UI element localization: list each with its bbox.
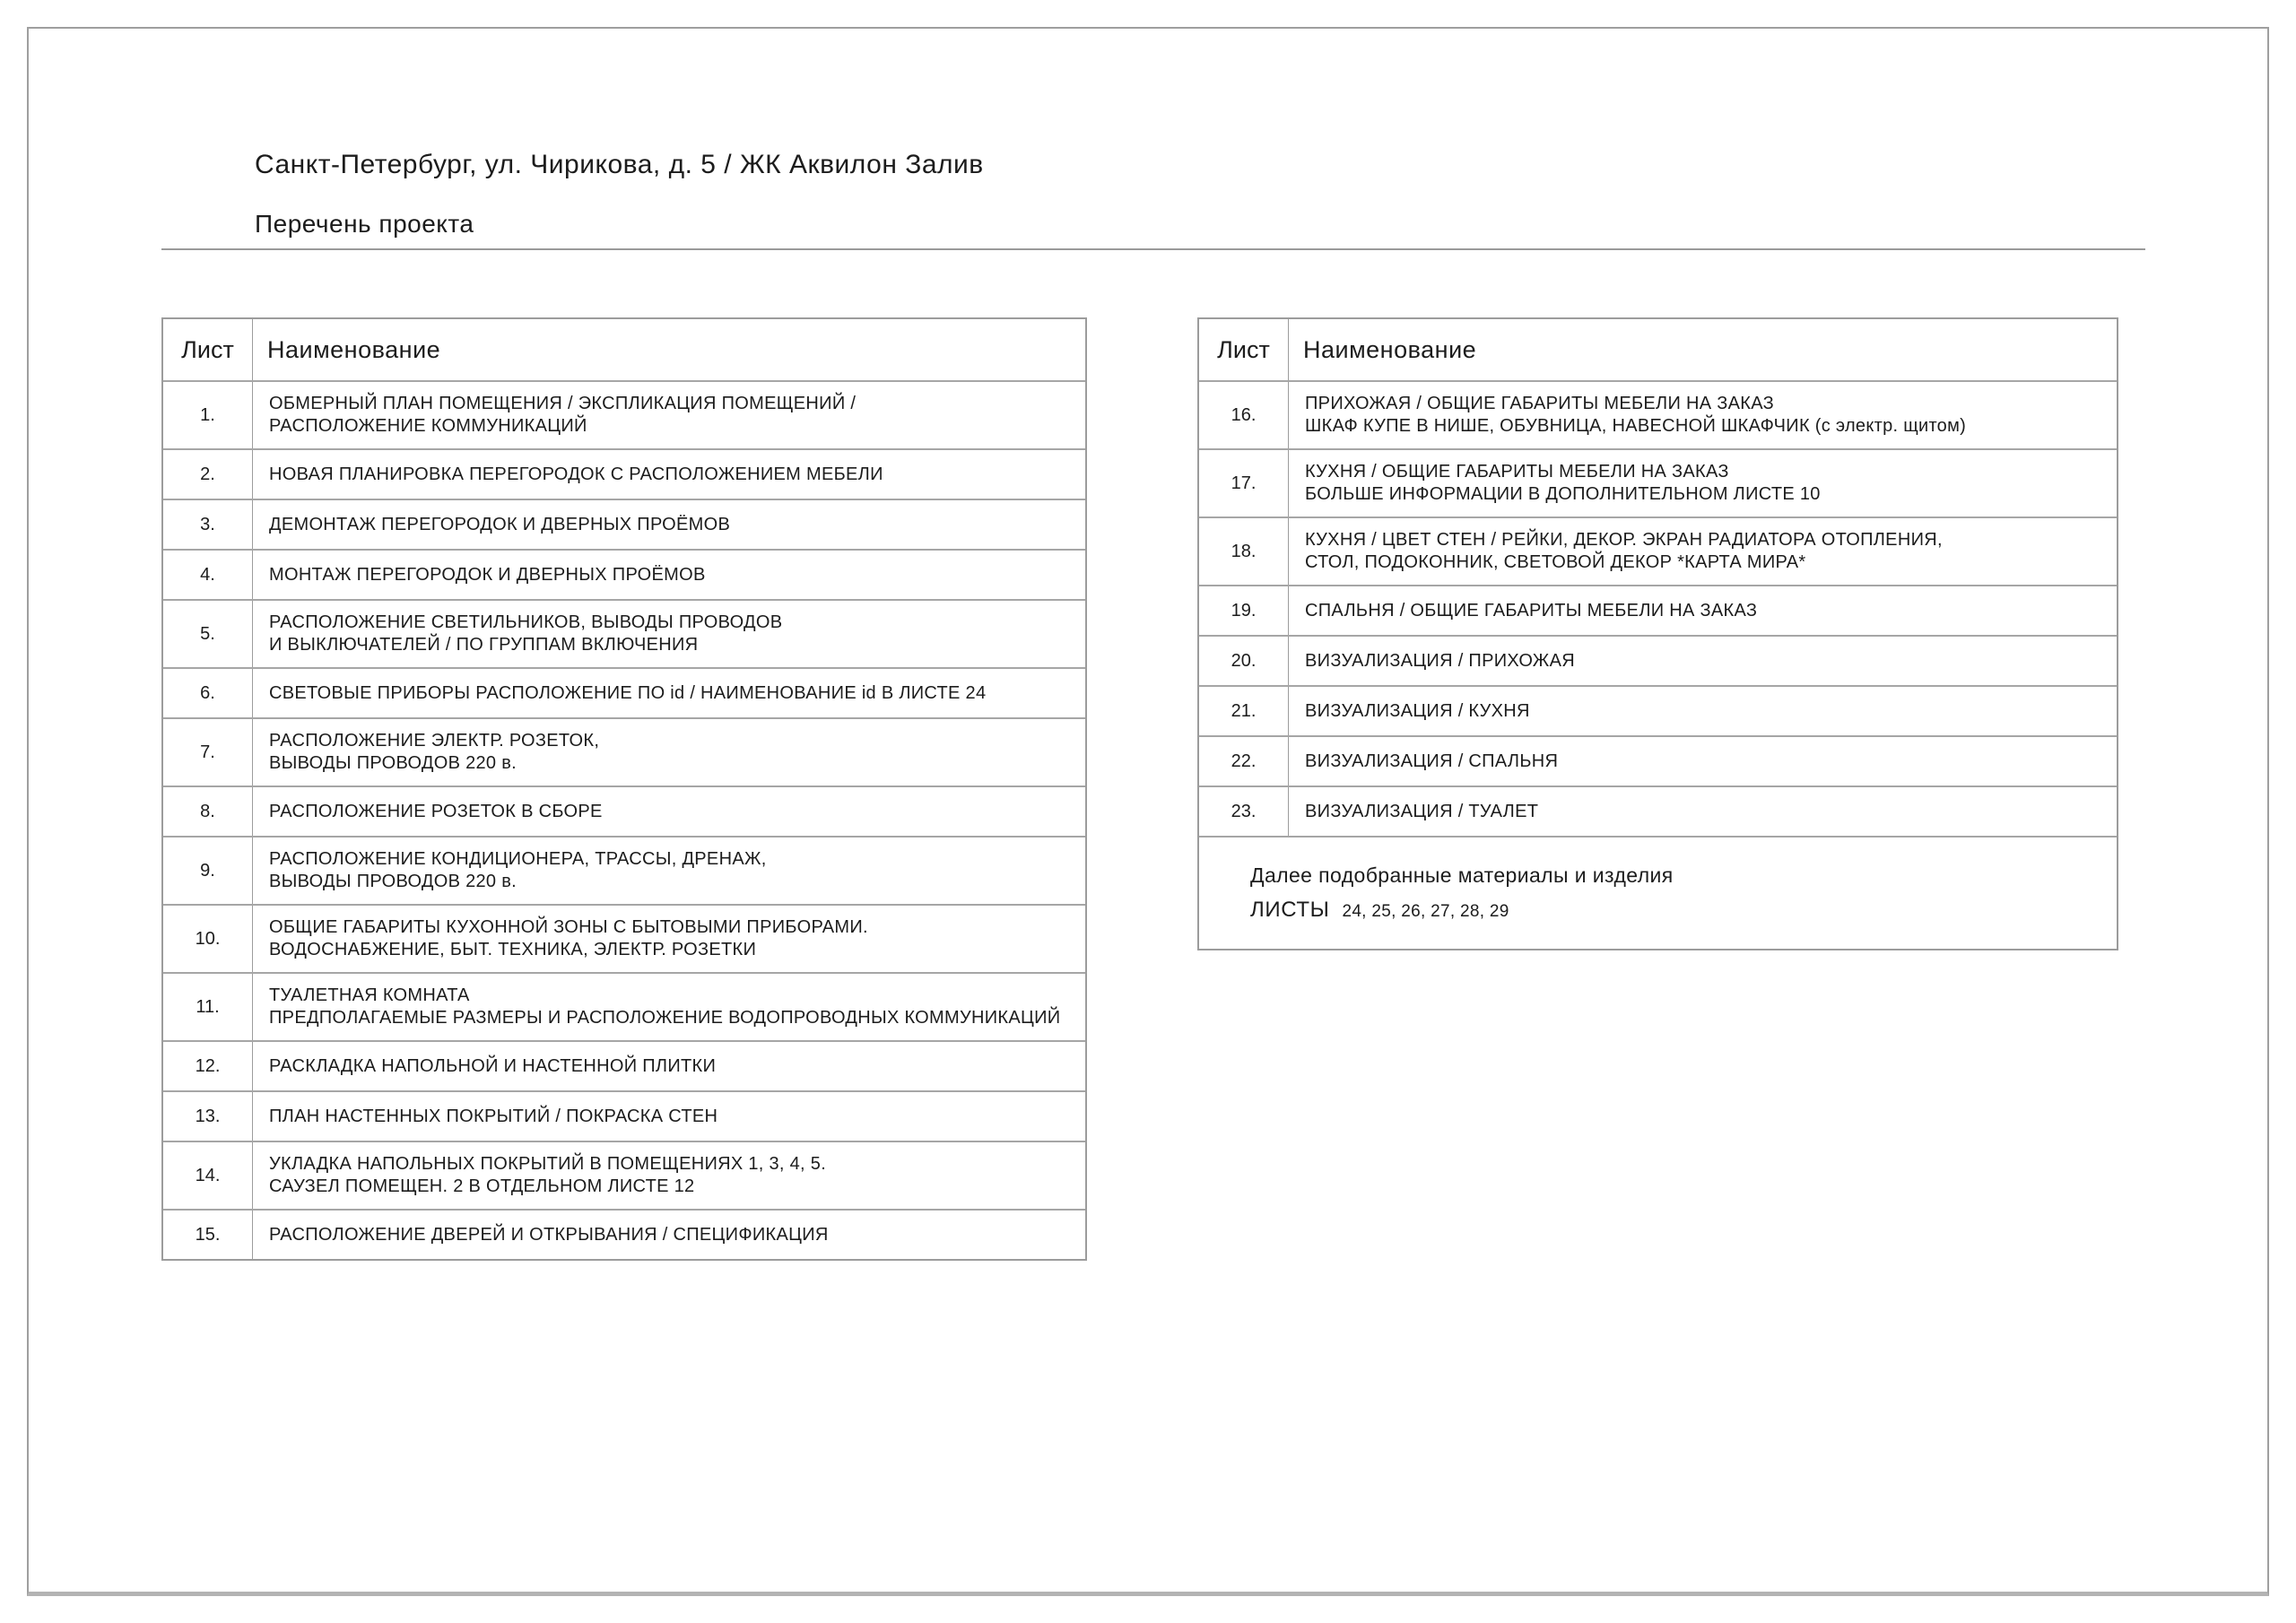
table-rows	[163, 380, 1085, 1259]
table-row	[163, 785, 1085, 836]
sheets-numbers: 24, 25, 26, 27, 28, 29	[1342, 902, 1509, 921]
sheet-name-line: РАСКЛАДКА НАПОЛЬНОЙ И НАСТЕННОЙ ПЛИТКИ	[269, 1055, 717, 1076]
table-rows	[1199, 380, 2117, 836]
sheet-name	[1289, 650, 2117, 673]
materials-note-sheets	[1250, 898, 2117, 923]
sheet-name-line: НОВАЯ ПЛАНИРОВКА ПЕРЕГОРОДОК С РАСПОЛОЖЕНИЕМ МЕБЕЛИ	[269, 464, 883, 484]
document-title: Санкт-Петербург, ул. Чирикова, д. 5 / ЖК Аквилон Залив	[255, 150, 984, 179]
table-row	[163, 904, 1085, 972]
table-row	[163, 972, 1085, 1040]
sheet-number: 7.	[163, 719, 253, 785]
sheet-name-line: КУХНЯ / ЦВЕТ СТЕН / РЕЙКИ, ДЕКОР. ЭКРАН РАДИАТОРА ОТОПЛЕНИЯ,	[1305, 530, 1943, 550]
sheet-name-line: ВОДОСНАБЖЕНИЕ, БЫТ. ТЕХНИКА, ЭЛЕКТР. РОЗЕТКИ	[269, 940, 757, 959]
sheet-name	[253, 393, 1085, 438]
column-header-name: Наименование	[267, 335, 441, 363]
sheet-name-line: ВЫВОДЫ ПРОВОДОВ 220 в.	[269, 872, 517, 891]
sheet-number: 2.	[163, 450, 253, 499]
sheet-name	[253, 916, 1085, 961]
sheet-name-line: СТОЛ, ПОДОКОННИК, СВЕТОВОЙ ДЕКОР *КАРТА МИРА*	[1305, 552, 1806, 572]
sheet-name-line: ВИЗУАЛИЗАЦИЯ / ТУАЛЕТ	[1305, 801, 1539, 821]
sheet-name	[1289, 801, 2117, 823]
sheet-name-line: ОБЩИЕ ГАБАРИТЫ КУХОННОЙ ЗОНЫ С БЫТОВЫМИ ПРИБОРАМИ.	[269, 917, 868, 937]
table-header	[163, 319, 1085, 380]
sheet-name	[253, 1153, 1085, 1198]
sheet-table-left	[161, 317, 1087, 1261]
table-row	[1199, 635, 2117, 685]
column-header-sheet: Лист	[1199, 319, 1289, 380]
sheet-number: 14.	[163, 1142, 253, 1209]
sheet-number: 23.	[1199, 787, 1289, 836]
sheet-number: 5.	[163, 601, 253, 667]
sheet-name	[253, 1106, 1085, 1128]
table-row	[1199, 685, 2117, 735]
sheet-name	[1289, 751, 2117, 773]
sheet-number: 12.	[163, 1042, 253, 1090]
sheet-name	[253, 682, 1085, 705]
sheet-name	[1289, 461, 2117, 506]
sheet-number: 3.	[163, 500, 253, 549]
sheet-name-line: ПЛАН НАСТЕННЫХ ПОКРЫТИЙ / ПОКРАСКА СТЕН	[269, 1106, 718, 1126]
sheet-name	[1289, 600, 2117, 622]
sheet-name	[1289, 700, 2117, 723]
sheet-name	[253, 1055, 1085, 1078]
sheet-number: 15.	[163, 1211, 253, 1259]
sheet-name-line: ШКАФ КУПЕ В НИШЕ, ОБУВНИЦА, НАВЕСНОЙ ШКАФЧИК (с электр. щитом)	[1305, 416, 1967, 436]
sheet-number: 10.	[163, 906, 253, 972]
materials-note	[1199, 836, 2117, 949]
sheet-name-line: И ВЫКЛЮЧАТЕЛЕЙ / ПО ГРУППАМ ВКЛЮЧЕНИЯ	[269, 635, 699, 655]
document-subtitle: Перечень проекта	[255, 210, 474, 238]
sheet-name-line: СПАЛЬНЯ / ОБЩИЕ ГАБАРИТЫ МЕБЕЛИ НА ЗАКАЗ	[1305, 600, 1758, 621]
sheet-name	[253, 801, 1085, 823]
table-row	[1199, 448, 2117, 516]
sheets-label: ЛИСТЫ	[1250, 898, 1330, 922]
sheet-number: 8.	[163, 787, 253, 836]
table-row	[163, 448, 1085, 499]
table-row	[163, 549, 1085, 599]
sheet-name-line: БОЛЬШЕ ИНФОРМАЦИИ В ДОПОЛНИТЕЛЬНОМ ЛИСТЕ 10	[1305, 484, 1821, 504]
column-header-name: Наименование	[1303, 335, 1477, 363]
sheet-number: 1.	[163, 382, 253, 448]
table-row	[163, 717, 1085, 785]
sheet-name	[253, 848, 1085, 893]
materials-note-text: Далее подобранные материалы и изделия	[1250, 864, 1674, 887]
table-row	[163, 667, 1085, 717]
sheet-number: 19.	[1199, 586, 1289, 635]
sheet-number: 13.	[163, 1092, 253, 1141]
sheet-name-line: ВИЗУАЛИЗАЦИЯ / СПАЛЬНЯ	[1305, 751, 1559, 771]
sheet-name-line: ТУАЛЕТНАЯ КОМНАТА	[269, 985, 470, 1005]
sheet-name-line: ВИЗУАЛИЗАЦИЯ / КУХНЯ	[1305, 700, 1530, 721]
sheet-name-line: ОБМЕРНЫЙ ПЛАН ПОМЕЩЕНИЯ / ЭКСПЛИКАЦИЯ ПОМЕЩЕНИЙ /	[269, 394, 857, 413]
table-row	[1199, 380, 2117, 448]
table-row	[163, 499, 1085, 549]
table-row	[163, 1141, 1085, 1209]
sheet-name-line: РАСПОЛОЖЕНИЕ ДВЕРЕЙ И ОТКРЫВАНИЯ / СПЕЦИФИКАЦИЯ	[269, 1224, 829, 1245]
table-row	[163, 1090, 1085, 1141]
sheet-number: 4.	[163, 551, 253, 599]
table-row	[163, 1040, 1085, 1090]
column-header-sheet: Лист	[163, 319, 253, 380]
drawing-sheet-page	[27, 27, 2269, 1596]
sheet-name	[253, 1224, 1085, 1246]
table-row	[163, 836, 1085, 904]
sheet-name-line: ДЕМОНТАЖ ПЕРЕГОРОДОК И ДВЕРНЫХ ПРОЁМОВ	[269, 514, 731, 534]
sheet-name-line: УКЛАДКА НАПОЛЬНЫХ ПОКРЫТИЙ В ПОМЕЩЕНИЯХ 1, 3, 4, 5.	[269, 1154, 827, 1174]
table-row	[163, 380, 1085, 448]
sheet-number: 17.	[1199, 450, 1289, 516]
sheet-name-line: КУХНЯ / ОБЩИЕ ГАБАРИТЫ МЕБЕЛИ НА ЗАКАЗ	[1305, 462, 1729, 482]
sheet-name-line: МОНТАЖ ПЕРЕГОРОДОК И ДВЕРНЫХ ПРОЁМОВ	[269, 564, 706, 585]
table-row	[1199, 785, 2117, 836]
table-row	[1199, 516, 2117, 585]
sheet-name-line: РАСПОЛОЖЕНИЕ СВЕТИЛЬНИКОВ, ВЫВОДЫ ПРОВОДОВ	[269, 612, 783, 632]
sheet-number: 21.	[1199, 687, 1289, 735]
sheet-name-line: ВЫВОДЫ ПРОВОДОВ 220 в.	[269, 753, 517, 773]
sheet-number: 11.	[163, 974, 253, 1040]
table-row	[1199, 735, 2117, 785]
sheet-number: 18.	[1199, 518, 1289, 585]
sheet-name-line: ПРЕДПОЛАГАЕМЫЕ РАЗМЕРЫ И РАСПОЛОЖЕНИЕ ВОДОПРОВОДНЫХ КОММУНИКАЦИЙ	[269, 1008, 1061, 1028]
sheet-name-line: СВЕТОВЫЕ ПРИБОРЫ РАСПОЛОЖЕНИЕ ПО id / НАИМЕНОВАНИЕ id В ЛИСТЕ 24	[269, 682, 987, 703]
sheet-name-line: РАСПОЛОЖЕНИЕ РОЗЕТОК В СБОРЕ	[269, 801, 603, 821]
sheet-name	[253, 985, 1085, 1029]
sheet-name	[1289, 529, 2117, 574]
sheet-table-right	[1197, 317, 2118, 950]
sheet-name-line: ВИЗУАЛИЗАЦИЯ / ПРИХОЖАЯ	[1305, 650, 1575, 671]
sheet-name-line: САУЗЕЛ ПОМЕЩЕН. 2 В ОТДЕЛЬНОМ ЛИСТЕ 12	[269, 1176, 695, 1196]
sheet-number: 20.	[1199, 637, 1289, 685]
sheet-number: 9.	[163, 838, 253, 904]
table-row	[1199, 585, 2117, 635]
sheet-name	[253, 514, 1085, 536]
table-header	[1199, 319, 2117, 380]
sheet-number: 22.	[1199, 737, 1289, 785]
sheet-name	[1289, 393, 2117, 438]
sheet-name	[253, 564, 1085, 586]
sheet-name-line: РАСПОЛОЖЕНИЕ КОММУНИКАЦИЙ	[269, 416, 587, 436]
table-row	[163, 1209, 1085, 1259]
sheet-name-line: РАСПОЛОЖЕНИЕ ЭЛЕКТР. РОЗЕТОК,	[269, 731, 600, 751]
sheet-number: 6.	[163, 669, 253, 717]
header-rule	[161, 248, 2145, 250]
sheet-name-line: ПРИХОЖАЯ / ОБЩИЕ ГАБАРИТЫ МЕБЕЛИ НА ЗАКАЗ	[1305, 394, 1774, 413]
sheet-number: 16.	[1199, 382, 1289, 448]
table-row	[163, 599, 1085, 667]
sheet-name	[253, 612, 1085, 656]
sheet-name	[253, 730, 1085, 775]
sheet-name-line: РАСПОЛОЖЕНИЕ КОНДИЦИОНЕРА, ТРАССЫ, ДРЕНАЖ,	[269, 849, 767, 869]
sheet-name	[253, 464, 1085, 486]
